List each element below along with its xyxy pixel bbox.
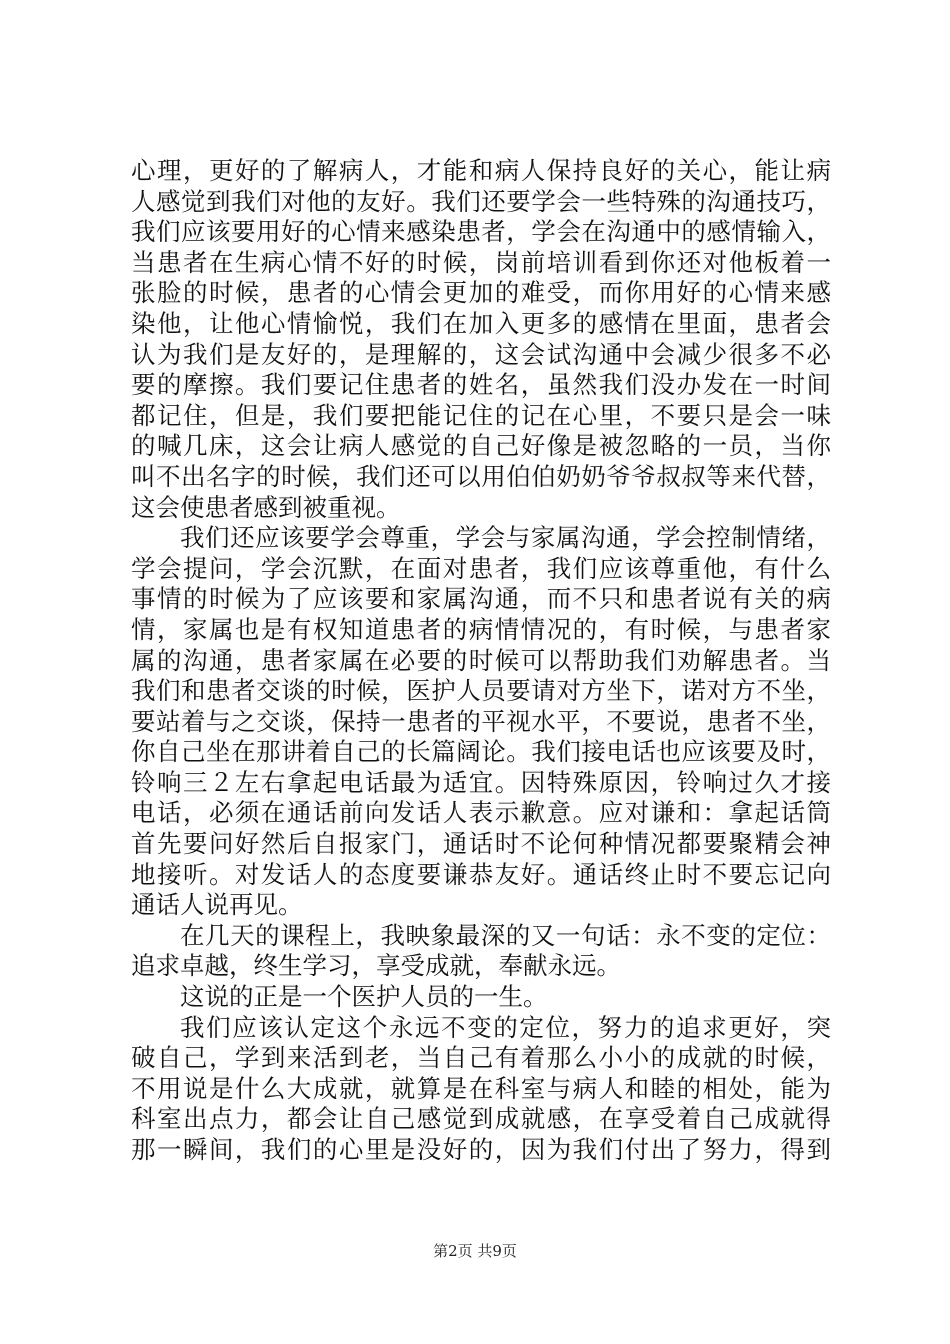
text-line: 情，家属也是有权知道患者的病情情况的，有时候，与患者家 [131, 614, 831, 644]
text-line: 我们应该认定这个永远不变的定位，努力的追求更好，突 [180, 1012, 831, 1042]
text-line: 这会使患者感到被重视。 [131, 492, 401, 522]
text-line: 心理，更好的了解病人，才能和病人保持良好的关心，能让病 [131, 156, 831, 185]
text-line: 属的沟通，患者家属在必要的时候可以帮助我们劝解患者。当 [131, 645, 831, 675]
text-line: 我们应该要用好的心情来感染患者，学会在沟通中的感情输入， [131, 217, 831, 247]
text-line: 我们还应该要学会尊重，学会与家属沟通，学会控制情绪， [180, 523, 831, 553]
text-line: 认为我们是友好的，是理解的，这会试沟通中会减少很多不必 [131, 339, 831, 369]
text-line: 要的摩擦。我们要记住患者的姓名，虽然我们没办发在一时间 [131, 370, 831, 400]
text-line: 人感觉到我们对他的友好。我们还要学会一些特殊的沟通技巧， [131, 186, 831, 216]
text-line: 当患者在生病心情不好的时候，岗前培训看到你还对他板着一 [131, 247, 831, 277]
text-line: 在几天的课程上，我映象最深的又一句话：永不变的定位： [180, 920, 831, 950]
text-line: 叫不出名字的时候，我们还可以用伯伯奶奶爷爷叔叔等来代替， [131, 461, 831, 491]
text-line: 地接听。对发话人的态度要谦恭友好。通话终止时不要忘记向 [131, 859, 831, 889]
body-text [131, 156, 831, 1166]
text-line: 这说的正是一个医护人员的一生。 [180, 982, 548, 1012]
text-line: 通话人说再见。 [131, 890, 303, 920]
text-line: 的喊几床，这会让病人感觉的自己好像是被忽略的一员，当你 [131, 431, 831, 461]
text-line: 染他，让他心情愉悦，我们在加入更多的感情在里面，患者会 [131, 308, 831, 338]
text-line: 都记住，但是，我们要把能记住的记在心里，不要只是会一味 [131, 400, 831, 430]
text-line: 你自己坐在那讲着自己的长篇阔论。我们接电话也应该要及时， [131, 737, 831, 767]
text-line: 要站着与之交谈，保持一患者的平视水平，不要说，患者不坐， [131, 706, 831, 736]
text-line: 铃响三２左右拿起电话最为适宜。因特殊原因，铃响过久才接 [131, 767, 831, 797]
text-line: 电话，必须在通话前向发话人表示歉意。应对谦和：拿起话筒 [131, 798, 831, 828]
text-line: 不用说是什么大成就，就算是在科室与病人和睦的相处，能为 [131, 1073, 831, 1103]
text-line: 那一瞬间，我们的心里是没好的，因为我们付出了努力，得到 [131, 1135, 831, 1164]
text-line: 科室出点力，都会让自己感觉到成就感，在享受着自己成就得 [131, 1104, 831, 1134]
text-line: 事情的时候为了应该要和家属沟通，而不只和患者说有关的病 [131, 584, 831, 614]
text-line: 追求卓越，终生学习，享受成就，奉献永远。 [131, 951, 621, 981]
text-line: 学会提问，学会沉默，在面对患者，我们应该尊重他，有什么 [131, 553, 831, 583]
text-line: 破自己，学到来活到老，当自己有着那么小小的成就的时候， [131, 1043, 831, 1073]
text-line: 我们和患者交谈的时候，医护人员要请对方坐下，诺对方不坐， [131, 676, 831, 706]
page-footer: 第2页 共9页 [433, 1242, 517, 1260]
text-line: 张脸的时候，患者的心情会更加的难受，而你用好的心情来感 [131, 278, 831, 308]
text-line: 首先要问好然后自报家门，通话时不论何种情况都要聚精会神 [131, 829, 831, 859]
